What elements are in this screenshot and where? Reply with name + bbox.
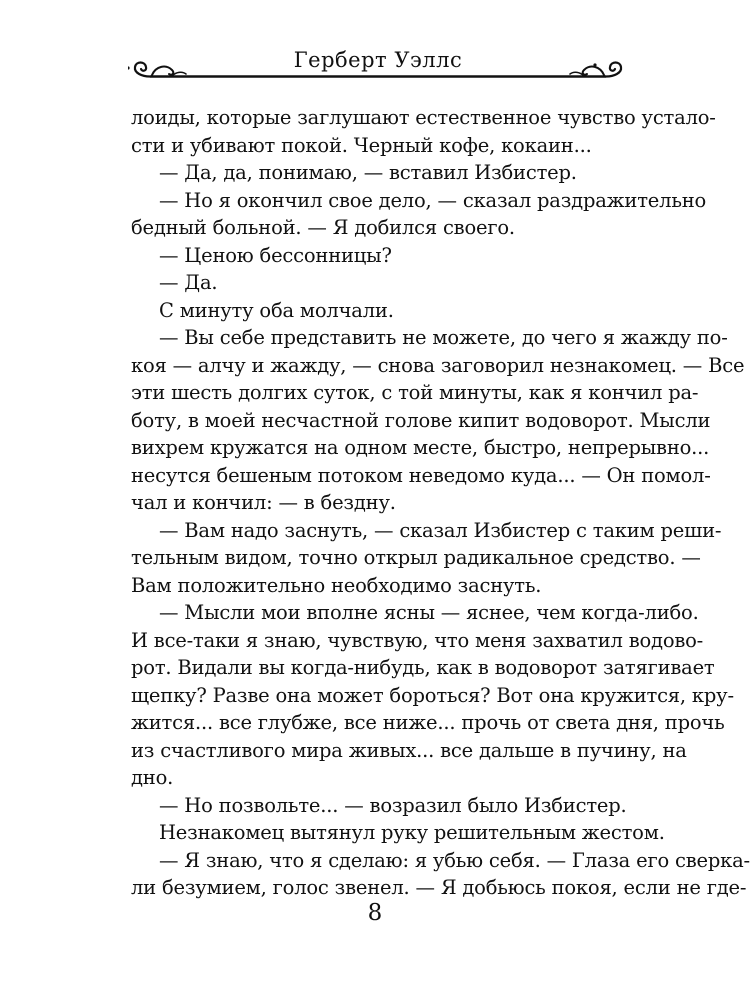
text-line: боту, в моей несчастной голове кипит водоворот. Мысли [131,408,711,432]
text-line: С минуту оба молчали. [159,298,394,322]
text-line: Незнакомец вытянул руку решительным жестом. [159,821,665,844]
text-line: — Да, да, понимаю, — вставил Избистер. [159,161,577,184]
text-line: — Я знаю, что я сделаю: я убью себя. — Глаза его сверка- [159,848,750,872]
text-line: Вам положительно необходимо заснуть. [131,573,542,597]
text-line: чал и кончил: — в бездну. [131,491,396,514]
text-line: коя — алчу и жажду, — снова заговорил незнакомец. — Все [131,353,745,377]
text-line: — Но позвольте... — возразил было Избистер. [159,793,627,817]
text-line: бедный больной. — Я добился своего. [131,216,515,239]
text-line: жится... все глубже, все ниже... прочь от света дня, прочь [131,711,725,734]
text-line: — Мысли мои вполне ясны — яснее, чем когда-либо. [159,601,699,624]
text-line: рот. Видали вы когда-нибудь, как в водоворот затягивает [131,656,715,679]
text-line: — Ценою бессонницы? [159,243,392,267]
running-title: Герберт Уэллс [293,48,463,72]
text-line: ли безумием, голос звенел. — Я добьюсь покоя, если не где- [131,876,747,899]
text-line: И все-таки я знаю, чувствую, что меня захватил водово- [131,628,704,652]
text-line: из счастливого мира живых... все дальше в пучину, на [131,738,687,762]
text-line: лоиды, которые заглушают естественное чувство устало- [131,106,716,129]
text-line: — Но я окончил свое дело, — сказал раздражительно [159,188,707,212]
text-line: — Да. [159,271,218,294]
text-line: щепку? Разве она может бороться? Вот она кружится, кру- [131,683,734,707]
text-line: эти шесть долгих суток, с той минуты, как я кончил ра- [131,381,699,404]
text-line: вихрем кружатся на одном месте, быстро, непрерывно... [131,436,710,459]
text-line: несутся бешеным потоком неведомо куда... — Он помол- [131,463,711,487]
text-line: — Вам надо заснуть, — сказал Избистер с таким реши- [159,518,722,542]
text-line: — Вы себе представить не можете, до чего я жажду по- [159,326,728,349]
running-head [128,46,628,90]
page-number: 8 [367,900,383,926]
text-line: тельным видом, точно открыл радикальное средство. — [131,546,701,569]
text-line: дно. [131,766,174,789]
text-line: сти и убивают покой. Черный кофе, кокаин... [131,133,592,157]
body-text [131,104,750,902]
